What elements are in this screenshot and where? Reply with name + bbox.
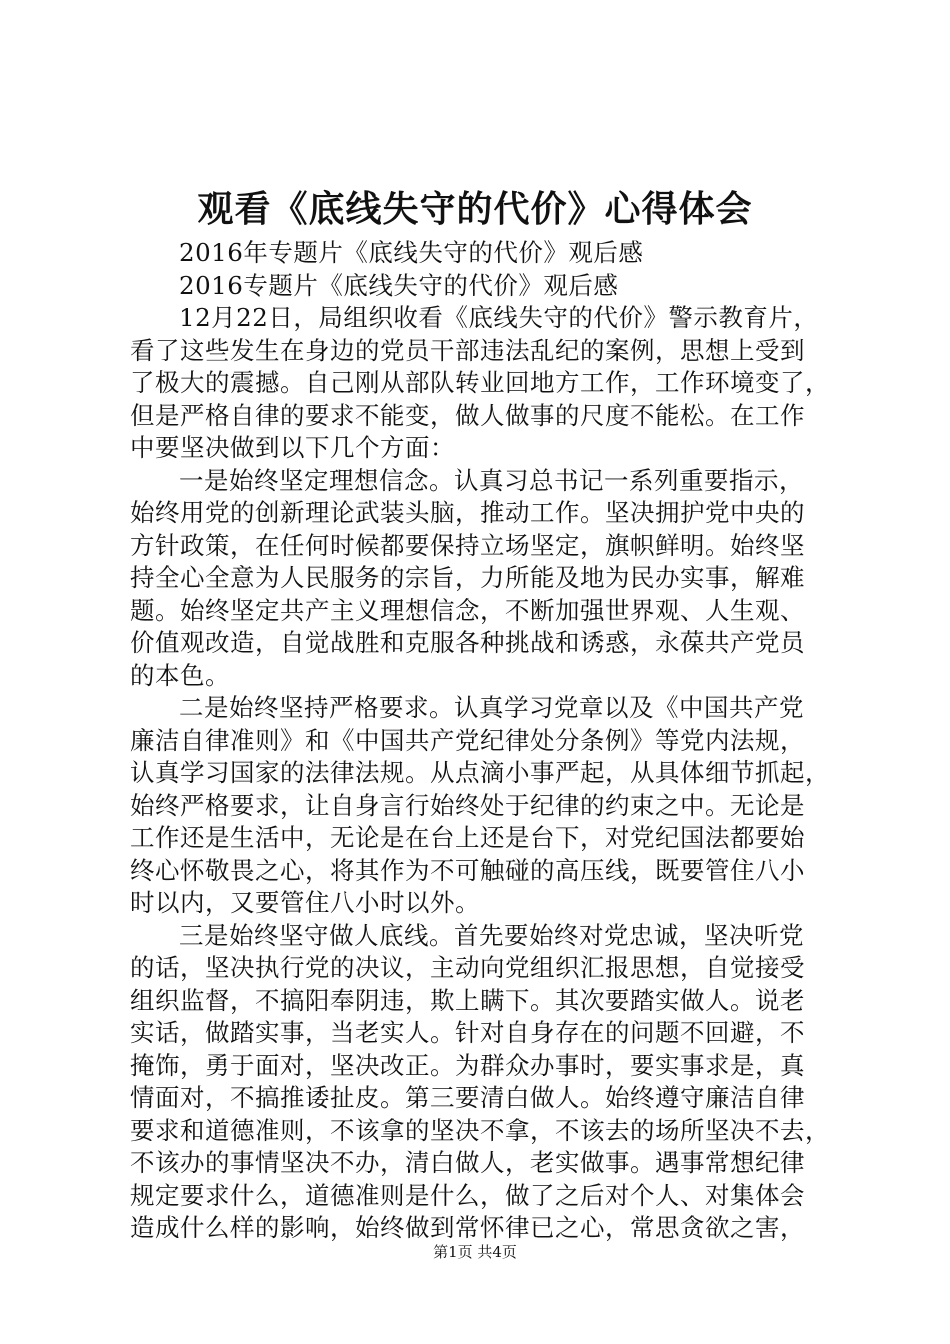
text-line: 要求和道德准则，不该拿的坚决不拿，不该去的场所坚决不去， (130, 1115, 830, 1145)
text-line: 12月22日，局组织收看《底线失守的代价》警示教育片， (179, 303, 819, 332)
text-line: 掩饰，勇于面对，坚决改正。为群众办事时，要实事求是，真 (130, 1050, 805, 1080)
text-line: 时以内，又要管住八小时以外。 (130, 888, 480, 917)
page-footer: 第1页 共4页 (433, 1243, 517, 1261)
text-line: 三是始终坚守做人底线。首先要始终对党忠诚，坚决听党 (179, 920, 804, 950)
text-line: 不该办的事情坚决不办，清白做人，老实做事。遇事常想纪律 (130, 1148, 805, 1177)
text-line: 持全心全意为人民服务的宗旨，力所能及地为民办实事，解难 (130, 563, 805, 592)
text-line: 看了这些发生在身边的党员干部违法乱纪的案例，思想上受到 (130, 335, 805, 365)
text-line: 的话，坚决执行党的决议，主动向党组织汇报思想，自觉接受 (130, 953, 805, 982)
text-line: 题。始终坚定共产主义理想信念，不断加强世界观、人生观、 (130, 595, 805, 625)
text-line: 终心怀敬畏之心，将其作为不可触碰的高压线，既要管住八小 (130, 855, 805, 885)
text-line: 认真学习国家的法律法规。从点滴小事严起，从具体细节抓起， (130, 758, 830, 787)
text-line: 但是严格自律的要求不能变，做人做事的尺度不能松。在工作 (130, 400, 805, 430)
document-title: 观看《底线失守的代价》心得体会 (197, 189, 753, 230)
text-line: 始终严格要求，让自身言行始终处于纪律的约束之中。无论是 (130, 790, 805, 820)
text-line: 工作还是生活中，无论是在台上还是台下，对党纪国法都要始 (130, 823, 805, 852)
text-line: 廉洁自律准则》和《中国共产党纪律处分条例》等党内法规， (130, 725, 805, 755)
text-line: 价值观改造，自觉战胜和克服各种挑战和诱惑，永葆共产党员 (130, 628, 805, 657)
text-line: 2016年专题片《底线失守的代价》观后感 (179, 238, 644, 267)
text-line: 中要坚决做到以下几个方面： (130, 433, 455, 462)
text-line: 规定要求什么，道德准则是什么，做了之后对个人、对集体会 (130, 1180, 805, 1210)
text-line: 的本色。 (130, 660, 230, 690)
text-line: 始终用党的创新理论武装头脑，推动工作。坚决拥护党中央的 (130, 498, 805, 527)
text-line: 一是始终坚定理想信念。认真习总书记一系列重要指示， (179, 465, 804, 495)
text-line: 情面对，不搞推诿扯皮。第三要清白做人。始终遵守廉洁自律 (130, 1083, 805, 1112)
text-line: 方针政策，在任何时候都要保持立场坚定，旗帜鲜明。始终坚 (130, 530, 805, 560)
document-body (130, 237, 842, 1245)
text-line: 实话，做踏实事，当老实人。针对自身存在的问题不回避，不 (130, 1018, 805, 1047)
text-line: 2016专题片《底线失守的代价》观后感 (179, 270, 619, 300)
text-line: 组织监督，不搞阳奉阴违，欺上瞒下。其次要踏实做人。说老 (130, 985, 805, 1015)
text-line: 造成什么样的影响，始终做到常怀律已之心，常思贪欲之害， (130, 1213, 805, 1242)
text-line: 二是始终坚持严格要求。认真学习党章以及《中国共产党 (179, 693, 804, 722)
text-line: 了极大的震撼。自己刚从部队转业回地方工作，工作环境变了， (130, 368, 830, 397)
